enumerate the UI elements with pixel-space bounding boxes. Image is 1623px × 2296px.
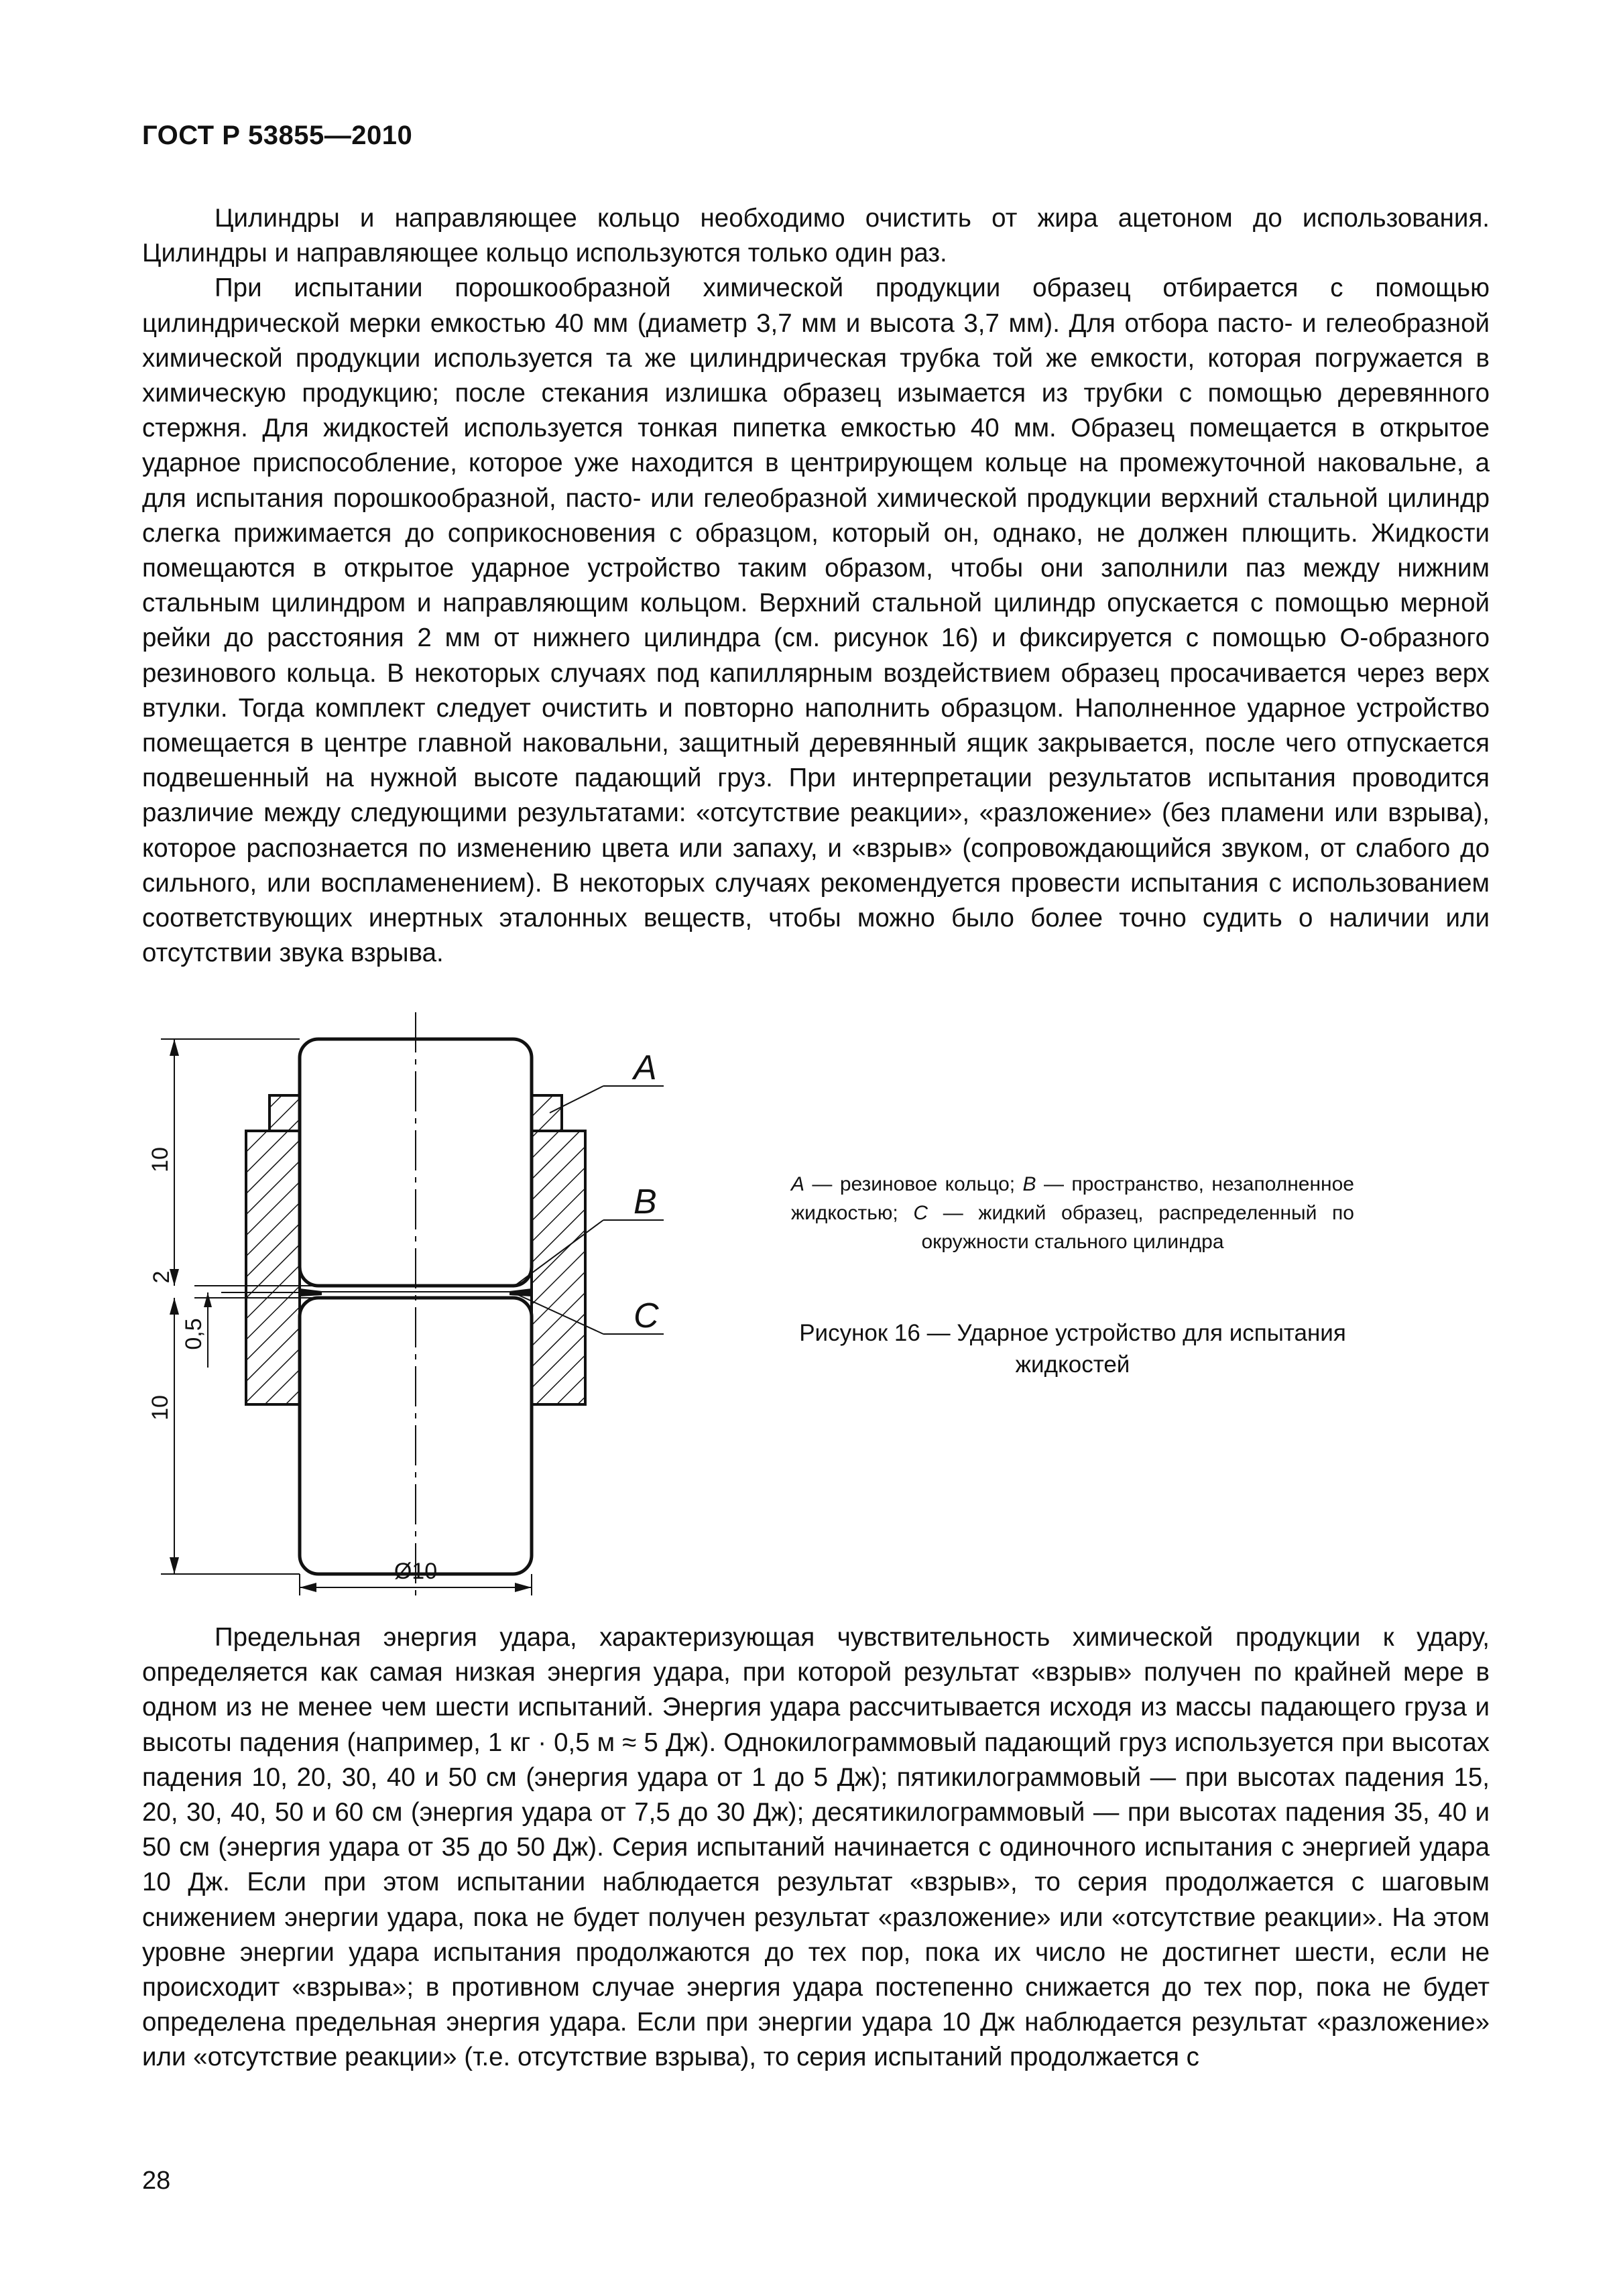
- dim-bottom-height: 10: [147, 1395, 173, 1421]
- paragraph: При испытании порошкообразной химической продукции образец отбирается с помощью цилиндрической мерки емкостью 40 мм (диаметр 3,7 мм и высота 3,7 мм). Для отбора пасто- и гелеобразной химической продукции используется та же цилиндрическая трубка той же емкости, которая погружается в химическую продукцию; после стекания излишка образец изымается из трубки с помощью деревянного стержня. Для жидкостей используется тонкая пипетка емкостью 40 мм. Образец помещается в открытое ударное приспособление, которое уже находится в центрирующем кольце на промежуточной наковальне, а для испытания порошкообразной, пасто- или гелеобразной химической продукции верхний стальной цилиндр слегка прижимается до соприкосновения с образцом, который он, однако, не должен плющить. Жидкости помещаются в открытое ударное устройство таким образом, чтобы они заполнили паз между нижним стальным цилиндром и направляющим кольцом. Верхний стальной цилиндр опускается с помощью мерной рейки до расстояния 2 мм от нижнего цилиндра (см. рисунок 16) и фиксируется с помощью О-образного резинового кольца. В некоторых случаях под капиллярным воздействием образец просачивается через верх втулки. Тогда комплект следует очистить и повторно наполнить образцом. Наполненное ударное устройство помещается в центре главной наковальни, защитный деревянный ящик закрывается, после чего отпускается подвешенный на нужной высоте падающий груз. При интерпретации результатов испытания проводится различие между следующими результатами: «отсутствие реакции», «разложение» (без пламени или взрыва), которое распознается по изменению цвета или запаху, и «взрыв» (сопровождающийся звуком, от слабого до сильного, или воспламенением). В некоторых случаях рекомендуется провести испытания с использованием соответствующих инертных эталонных веществ, чтобы можно было более точно судить о наличии или отсутствии звука взрыва.: [142, 274, 1490, 968]
- paragraph: Цилиндры и направляющее кольцо необходимо очистить от жира ацетоном до использования. Цилиндры и направляющее кольцо используются только один раз.: [142, 204, 1490, 268]
- figure-legend: [791, 1170, 1354, 1256]
- rubber-ring-right: [532, 1095, 562, 1131]
- rubber-ring-left: [269, 1095, 300, 1131]
- document-header: ГОСТ Р 53855—2010: [142, 121, 413, 150]
- guide-ring-left: [246, 1131, 300, 1404]
- dim-groove: 0,5: [181, 1318, 206, 1350]
- paragraph: Предельная энергия удара, характеризующая чувствительность химической продукции к удару, определяется как самая низкая энергия удара, при которой результат «взрыв» получен по крайней мере в одном из не менее чем шести испытаний. Энергия удара рассчитывается исходя из массы падающего груза и высоты падения (например, 1 кг · 0,5 м ≈ 5 Дж). Однокилограммовый падающий груз используется при высотах падения 10, 20, 30, 40 и 50 см (энергия удара от 1 до 5 Дж); пятикилограммовый — при высотах падения 15, 20, 30, 40, 50 и 60 см (энергия удара от 7,5 до 30 Дж); десятикилограммовый — при высотах падения 35, 40 и 50 см (энергия удара от 35 до 50 Дж). Серия испытаний начинается с одиночного испытания с энергией удара 10 Дж. Если при этом испытании наблюдается результат «взрыв», то серия продолжается с шаговым снижением энергии удара, пока не будет получен результат «разложение» или «отсутствие реакции». На этом уровне энергии удара испытания продолжаются до тех пор, пока их число не достигнет шести, если не происходит «взрыва»; в противном случае энергия удара постепенно снижается до тех пор, пока не будет определена предельная энергия удара. Если при энергии удара 10 Дж наблюдается результат «разложение» или «отсутствие реакции» (т.е. отсутствие взрыва), то серия испытаний продолжается с: [142, 1623, 1490, 2072]
- dim-gap: 2: [149, 1270, 174, 1284]
- label-b: B: [634, 1183, 657, 1221]
- legend-key-a: A: [791, 1173, 805, 1195]
- legend-key-b: B: [1022, 1173, 1036, 1195]
- page-number: 28: [142, 2167, 171, 2195]
- legend-key-c: C: [913, 1202, 928, 1224]
- legend-text-b: — пространство, незаполненное жидкостью;: [791, 1173, 1354, 1224]
- dim-diameter: Ø10: [394, 1559, 438, 1584]
- legend-text-c: — жидкий образец, распределенный по окружности стального цилиндра: [921, 1202, 1354, 1253]
- figure-caption: Рисунок 16 — Ударное устройство для испытания жидкостей: [799, 1320, 1346, 1378]
- impact-device-drawing: [121, 1006, 724, 1595]
- text-block-top: [142, 201, 1490, 971]
- legend-text-a: — резиновое кольцо;: [804, 1173, 1023, 1195]
- dim-top-height: 10: [147, 1147, 173, 1172]
- text-block-bottom: [142, 1620, 1490, 2075]
- label-a: A: [634, 1048, 657, 1087]
- label-c: C: [634, 1296, 659, 1335]
